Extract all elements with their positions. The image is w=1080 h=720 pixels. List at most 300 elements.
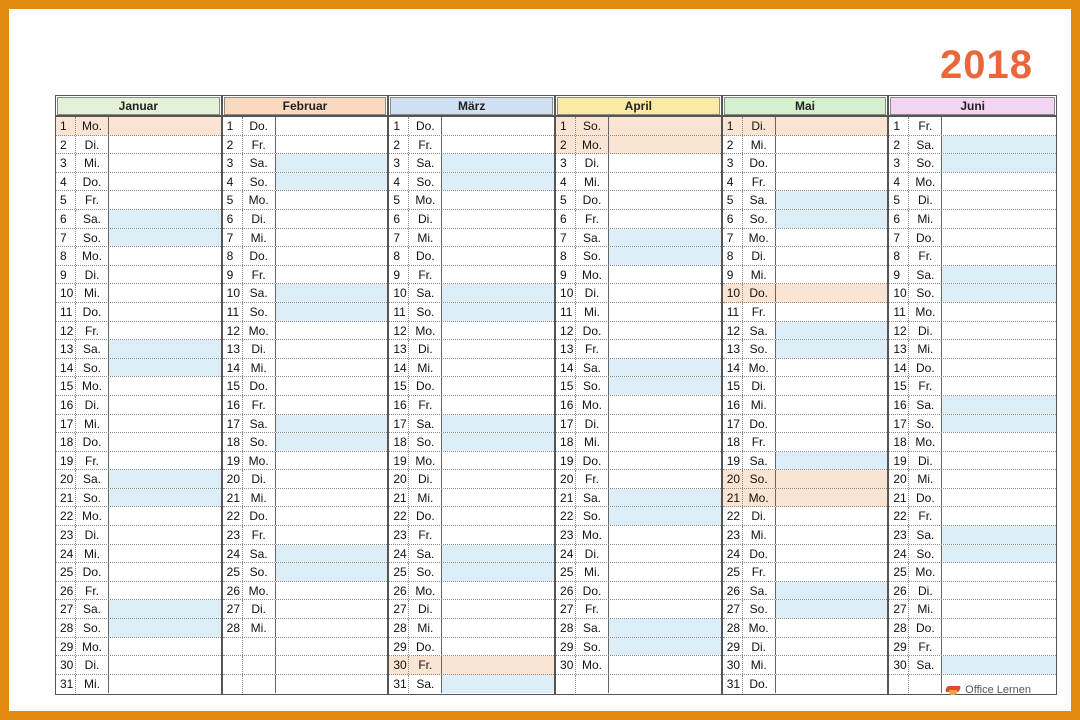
- note-cell[interactable]: [942, 582, 1056, 600]
- day-row[interactable]: [723, 563, 888, 582]
- day-row[interactable]: [389, 563, 554, 582]
- day-row[interactable]: [223, 619, 388, 638]
- note-cell[interactable]: [776, 526, 888, 544]
- day-row[interactable]: [56, 526, 221, 545]
- day-row[interactable]: [389, 600, 554, 619]
- day-row[interactable]: [223, 266, 388, 285]
- day-row[interactable]: [723, 526, 888, 545]
- day-row[interactable]: [723, 489, 888, 508]
- note-cell[interactable]: [776, 117, 888, 135]
- day-row[interactable]: [889, 619, 1056, 638]
- day-row[interactable]: [389, 322, 554, 341]
- day-row[interactable]: [389, 284, 554, 303]
- day-row[interactable]: [556, 600, 721, 619]
- note-cell[interactable]: [776, 377, 888, 395]
- note-cell[interactable]: [109, 675, 221, 694]
- note-cell[interactable]: [442, 247, 554, 265]
- day-row[interactable]: [389, 507, 554, 526]
- note-cell[interactable]: [109, 247, 221, 265]
- day-row[interactable]: [389, 526, 554, 545]
- day-row[interactable]: [223, 489, 388, 508]
- note-cell[interactable]: [942, 452, 1056, 470]
- day-row[interactable]: [389, 173, 554, 192]
- note-cell[interactable]: [442, 619, 554, 637]
- note-cell[interactable]: [776, 191, 888, 209]
- note-cell[interactable]: [442, 377, 554, 395]
- day-row[interactable]: [223, 433, 388, 452]
- note-cell[interactable]: [442, 266, 554, 284]
- day-row[interactable]: [723, 470, 888, 489]
- day-row[interactable]: [889, 210, 1056, 229]
- note-cell[interactable]: [276, 675, 388, 694]
- day-row[interactable]: [723, 210, 888, 229]
- day-row[interactable]: [56, 619, 221, 638]
- note-cell[interactable]: [442, 656, 554, 674]
- note-cell[interactable]: [276, 377, 388, 395]
- day-row[interactable]: [556, 377, 721, 396]
- day-row[interactable]: [556, 638, 721, 657]
- day-row[interactable]: [223, 415, 388, 434]
- note-cell[interactable]: [776, 489, 888, 507]
- day-row[interactable]: [389, 340, 554, 359]
- note-cell[interactable]: [276, 545, 388, 563]
- day-row[interactable]: [889, 322, 1056, 341]
- day-row[interactable]: [223, 600, 388, 619]
- note-cell[interactable]: [276, 229, 388, 247]
- note-cell[interactable]: [442, 340, 554, 358]
- day-row[interactable]: [389, 229, 554, 248]
- day-row[interactable]: [56, 563, 221, 582]
- day-row[interactable]: [723, 415, 888, 434]
- note-cell[interactable]: [442, 470, 554, 488]
- note-cell[interactable]: [276, 247, 388, 265]
- note-cell[interactable]: [942, 600, 1056, 618]
- day-row[interactable]: [56, 489, 221, 508]
- note-cell[interactable]: [442, 507, 554, 525]
- day-row[interactable]: [223, 136, 388, 155]
- day-row[interactable]: [723, 675, 888, 694]
- day-row[interactable]: [723, 247, 888, 266]
- day-row[interactable]: [556, 489, 721, 508]
- day-row[interactable]: [556, 173, 721, 192]
- day-row[interactable]: [889, 229, 1056, 248]
- day-row[interactable]: [556, 656, 721, 675]
- note-cell[interactable]: [942, 303, 1056, 321]
- note-cell[interactable]: [609, 154, 721, 172]
- note-cell[interactable]: [109, 396, 221, 414]
- day-row[interactable]: [56, 247, 221, 266]
- note-cell[interactable]: [609, 563, 721, 581]
- day-row[interactable]: [56, 656, 221, 675]
- note-cell[interactable]: [609, 377, 721, 395]
- note-cell[interactable]: [276, 303, 388, 321]
- day-row[interactable]: [723, 507, 888, 526]
- day-row[interactable]: [223, 656, 388, 675]
- day-row[interactable]: [56, 191, 221, 210]
- day-row[interactable]: [889, 396, 1056, 415]
- note-cell[interactable]: [942, 656, 1056, 674]
- day-row[interactable]: [389, 136, 554, 155]
- note-cell[interactable]: [609, 359, 721, 377]
- day-row[interactable]: [56, 452, 221, 471]
- note-cell[interactable]: [776, 470, 888, 488]
- day-row[interactable]: [389, 415, 554, 434]
- note-cell[interactable]: [109, 210, 221, 228]
- note-cell[interactable]: [942, 396, 1056, 414]
- day-row[interactable]: [556, 340, 721, 359]
- day-row[interactable]: [223, 359, 388, 378]
- note-cell[interactable]: [776, 600, 888, 618]
- note-cell[interactable]: [609, 638, 721, 656]
- note-cell[interactable]: [776, 266, 888, 284]
- day-row[interactable]: [889, 266, 1056, 285]
- day-row[interactable]: [56, 154, 221, 173]
- day-row[interactable]: [889, 507, 1056, 526]
- note-cell[interactable]: [442, 600, 554, 618]
- day-row[interactable]: [223, 675, 388, 694]
- day-row[interactable]: [723, 117, 888, 136]
- note-cell[interactable]: [109, 582, 221, 600]
- day-row[interactable]: [389, 656, 554, 675]
- day-row[interactable]: [223, 340, 388, 359]
- note-cell[interactable]: [776, 396, 888, 414]
- day-row[interactable]: [56, 303, 221, 322]
- day-row[interactable]: [223, 210, 388, 229]
- note-cell[interactable]: [109, 359, 221, 377]
- day-row[interactable]: [723, 377, 888, 396]
- note-cell[interactable]: [942, 415, 1056, 433]
- note-cell[interactable]: [109, 563, 221, 581]
- note-cell[interactable]: [609, 396, 721, 414]
- note-cell[interactable]: [276, 340, 388, 358]
- note-cell[interactable]: [109, 433, 221, 451]
- day-row[interactable]: [223, 545, 388, 564]
- day-row[interactable]: [723, 656, 888, 675]
- note-cell[interactable]: [609, 117, 721, 135]
- day-row[interactable]: [389, 582, 554, 601]
- note-cell[interactable]: [276, 452, 388, 470]
- note-cell[interactable]: [609, 656, 721, 674]
- day-row[interactable]: [556, 507, 721, 526]
- day-row[interactable]: [223, 396, 388, 415]
- note-cell[interactable]: [942, 526, 1056, 544]
- day-row[interactable]: [223, 247, 388, 266]
- day-row[interactable]: [889, 656, 1056, 675]
- day-row[interactable]: [56, 266, 221, 285]
- note-cell[interactable]: [609, 247, 721, 265]
- note-cell[interactable]: [109, 284, 221, 302]
- day-row[interactable]: [223, 173, 388, 192]
- note-cell[interactable]: [942, 489, 1056, 507]
- note-cell[interactable]: [609, 545, 721, 563]
- note-cell[interactable]: [442, 545, 554, 563]
- note-cell[interactable]: [442, 433, 554, 451]
- day-row[interactable]: [889, 117, 1056, 136]
- note-cell[interactable]: [776, 433, 888, 451]
- day-row[interactable]: [889, 563, 1056, 582]
- note-cell[interactable]: [109, 377, 221, 395]
- note-cell[interactable]: [276, 489, 388, 507]
- day-row[interactable]: [556, 322, 721, 341]
- day-row[interactable]: [556, 470, 721, 489]
- note-cell[interactable]: [776, 582, 888, 600]
- note-cell[interactable]: [442, 675, 554, 694]
- note-cell[interactable]: [776, 563, 888, 581]
- note-cell[interactable]: [442, 136, 554, 154]
- day-row[interactable]: [889, 340, 1056, 359]
- note-cell[interactable]: [276, 619, 388, 637]
- note-cell[interactable]: [276, 415, 388, 433]
- note-cell[interactable]: [109, 489, 221, 507]
- note-cell[interactable]: [942, 284, 1056, 302]
- note-cell[interactable]: [276, 470, 388, 488]
- day-row[interactable]: [556, 210, 721, 229]
- day-row[interactable]: [389, 433, 554, 452]
- note-cell[interactable]: [276, 210, 388, 228]
- day-row[interactable]: [223, 229, 388, 248]
- note-cell[interactable]: [609, 489, 721, 507]
- note-cell[interactable]: [276, 136, 388, 154]
- day-row[interactable]: [889, 359, 1056, 378]
- note-cell[interactable]: [776, 545, 888, 563]
- day-row[interactable]: [389, 303, 554, 322]
- day-row[interactable]: [556, 415, 721, 434]
- day-row[interactable]: [389, 396, 554, 415]
- day-row[interactable]: [56, 117, 221, 136]
- note-cell[interactable]: [276, 359, 388, 377]
- day-row[interactable]: [723, 638, 888, 657]
- note-cell[interactable]: [609, 433, 721, 451]
- note-cell[interactable]: [942, 229, 1056, 247]
- note-cell[interactable]: [776, 415, 888, 433]
- note-cell[interactable]: [609, 303, 721, 321]
- note-cell[interactable]: [276, 191, 388, 209]
- note-cell[interactable]: [609, 284, 721, 302]
- day-row[interactable]: [556, 284, 721, 303]
- note-cell[interactable]: [609, 526, 721, 544]
- day-row[interactable]: [723, 173, 888, 192]
- day-row[interactable]: [56, 582, 221, 601]
- day-row[interactable]: [56, 675, 221, 694]
- day-row[interactable]: [223, 563, 388, 582]
- note-cell[interactable]: [609, 266, 721, 284]
- note-cell[interactable]: [442, 396, 554, 414]
- note-cell[interactable]: [942, 433, 1056, 451]
- note-cell[interactable]: [442, 303, 554, 321]
- day-row[interactable]: [556, 229, 721, 248]
- day-row[interactable]: [389, 489, 554, 508]
- day-row[interactable]: [556, 117, 721, 136]
- day-row[interactable]: [889, 582, 1056, 601]
- day-row[interactable]: [889, 600, 1056, 619]
- note-cell[interactable]: [776, 340, 888, 358]
- note-cell[interactable]: [442, 638, 554, 656]
- note-cell[interactable]: [276, 266, 388, 284]
- day-row[interactable]: [223, 470, 388, 489]
- note-cell[interactable]: [942, 563, 1056, 581]
- note-cell[interactable]: [276, 154, 388, 172]
- note-cell[interactable]: [942, 322, 1056, 340]
- note-cell[interactable]: [942, 340, 1056, 358]
- day-row[interactable]: [723, 600, 888, 619]
- note-cell[interactable]: [442, 173, 554, 191]
- day-row[interactable]: [723, 229, 888, 248]
- day-row[interactable]: [56, 415, 221, 434]
- note-cell[interactable]: [109, 229, 221, 247]
- note-cell[interactable]: [776, 675, 888, 694]
- day-row[interactable]: [56, 340, 221, 359]
- day-row[interactable]: [389, 154, 554, 173]
- day-row[interactable]: [389, 377, 554, 396]
- day-row[interactable]: [389, 452, 554, 471]
- note-cell[interactable]: [776, 173, 888, 191]
- note-cell[interactable]: [109, 619, 221, 637]
- note-cell[interactable]: [276, 563, 388, 581]
- note-cell[interactable]: [776, 638, 888, 656]
- note-cell[interactable]: [276, 173, 388, 191]
- day-row[interactable]: [56, 507, 221, 526]
- day-row[interactable]: [889, 136, 1056, 155]
- note-cell[interactable]: [776, 284, 888, 302]
- day-row[interactable]: [223, 452, 388, 471]
- day-row[interactable]: [723, 359, 888, 378]
- note-cell[interactable]: [609, 229, 721, 247]
- note-cell[interactable]: [109, 303, 221, 321]
- day-row[interactable]: [723, 340, 888, 359]
- day-row[interactable]: [56, 377, 221, 396]
- note-cell[interactable]: [609, 136, 721, 154]
- day-row[interactable]: [223, 303, 388, 322]
- day-row[interactable]: [723, 545, 888, 564]
- note-cell[interactable]: [942, 507, 1056, 525]
- day-row[interactable]: [723, 452, 888, 471]
- note-cell[interactable]: [276, 322, 388, 340]
- note-cell[interactable]: [609, 173, 721, 191]
- note-cell[interactable]: [109, 340, 221, 358]
- note-cell[interactable]: [942, 638, 1056, 656]
- note-cell[interactable]: [442, 284, 554, 302]
- note-cell[interactable]: [276, 433, 388, 451]
- day-row[interactable]: [389, 638, 554, 657]
- note-cell[interactable]: [609, 470, 721, 488]
- day-row[interactable]: [556, 136, 721, 155]
- note-cell[interactable]: [609, 415, 721, 433]
- note-cell[interactable]: [942, 266, 1056, 284]
- day-row[interactable]: [56, 359, 221, 378]
- day-row[interactable]: [223, 377, 388, 396]
- day-row[interactable]: [389, 359, 554, 378]
- note-cell[interactable]: [942, 173, 1056, 191]
- note-cell[interactable]: [442, 526, 554, 544]
- note-cell[interactable]: [109, 136, 221, 154]
- note-cell[interactable]: [109, 173, 221, 191]
- day-row[interactable]: [889, 284, 1056, 303]
- note-cell[interactable]: [942, 545, 1056, 563]
- day-row[interactable]: [56, 210, 221, 229]
- note-cell[interactable]: [609, 452, 721, 470]
- day-row[interactable]: [223, 526, 388, 545]
- day-row[interactable]: [889, 545, 1056, 564]
- note-cell[interactable]: [776, 359, 888, 377]
- day-row[interactable]: [889, 433, 1056, 452]
- note-cell[interactable]: [442, 191, 554, 209]
- day-row[interactable]: [223, 284, 388, 303]
- day-row[interactable]: [389, 117, 554, 136]
- day-row[interactable]: [56, 396, 221, 415]
- note-cell[interactable]: [109, 266, 221, 284]
- note-cell[interactable]: [942, 359, 1056, 377]
- day-row[interactable]: [389, 470, 554, 489]
- day-row[interactable]: [223, 638, 388, 657]
- day-row[interactable]: [56, 322, 221, 341]
- note-cell[interactable]: [276, 582, 388, 600]
- day-row[interactable]: [56, 229, 221, 248]
- note-cell[interactable]: [942, 247, 1056, 265]
- note-cell[interactable]: [109, 656, 221, 674]
- day-row[interactable]: [889, 191, 1056, 210]
- day-row[interactable]: [556, 154, 721, 173]
- note-cell[interactable]: [776, 229, 888, 247]
- note-cell[interactable]: [276, 600, 388, 618]
- note-cell[interactable]: [776, 303, 888, 321]
- note-cell[interactable]: [109, 545, 221, 563]
- day-row[interactable]: [389, 210, 554, 229]
- day-row[interactable]: [723, 154, 888, 173]
- day-row[interactable]: [723, 266, 888, 285]
- day-row[interactable]: [556, 191, 721, 210]
- note-cell[interactable]: [442, 563, 554, 581]
- day-row[interactable]: [223, 117, 388, 136]
- note-cell[interactable]: [442, 582, 554, 600]
- note-cell[interactable]: [776, 507, 888, 525]
- day-row[interactable]: [56, 433, 221, 452]
- day-row[interactable]: [556, 396, 721, 415]
- note-cell[interactable]: [442, 154, 554, 172]
- day-row[interactable]: [556, 452, 721, 471]
- note-cell[interactable]: [609, 600, 721, 618]
- day-row[interactable]: [723, 396, 888, 415]
- day-row[interactable]: [389, 191, 554, 210]
- note-cell[interactable]: [109, 526, 221, 544]
- day-row[interactable]: [556, 303, 721, 322]
- note-cell[interactable]: [109, 638, 221, 656]
- day-row[interactable]: [556, 619, 721, 638]
- note-cell[interactable]: [942, 377, 1056, 395]
- day-row[interactable]: [723, 619, 888, 638]
- day-row[interactable]: [56, 136, 221, 155]
- day-row[interactable]: [556, 582, 721, 601]
- day-row[interactable]: [556, 563, 721, 582]
- day-row[interactable]: [223, 507, 388, 526]
- note-cell[interactable]: [776, 136, 888, 154]
- day-row[interactable]: [556, 433, 721, 452]
- note-cell[interactable]: [109, 191, 221, 209]
- day-row[interactable]: [889, 489, 1056, 508]
- day-row[interactable]: [723, 284, 888, 303]
- note-cell[interactable]: [276, 507, 388, 525]
- note-cell[interactable]: [276, 526, 388, 544]
- day-row[interactable]: [556, 359, 721, 378]
- note-cell[interactable]: [942, 470, 1056, 488]
- note-cell[interactable]: [609, 582, 721, 600]
- day-row[interactable]: [889, 470, 1056, 489]
- day-row[interactable]: [223, 582, 388, 601]
- note-cell[interactable]: [942, 191, 1056, 209]
- day-row[interactable]: [556, 247, 721, 266]
- note-cell[interactable]: [442, 229, 554, 247]
- note-cell[interactable]: [776, 154, 888, 172]
- note-cell[interactable]: [609, 322, 721, 340]
